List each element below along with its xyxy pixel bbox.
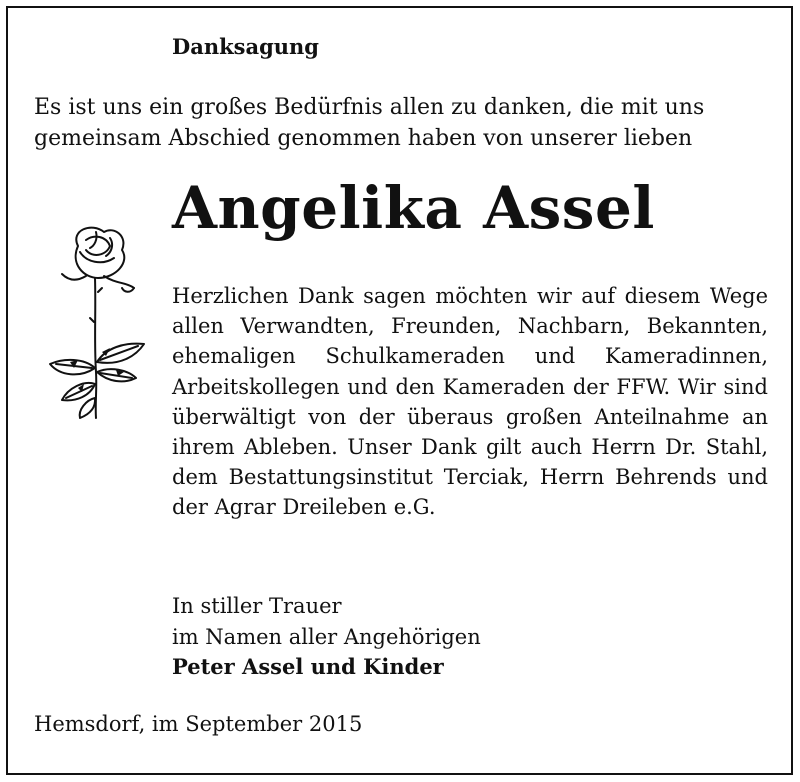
closing-line-2: im Namen aller Angehörigen	[172, 624, 481, 649]
body-text: Herzlichen Dank sagen möchten wir auf diesem Wege allen Verwandten, Freunden, Nachbarn, Bekannten, ehemaligen Schulkameraden und Kameradinnen, Arbeitskollegen und den Kameraden der FFW. Wir sind überwältigt von der überaus großen Anteilnahme an ihrem Ableben. Unser Dank gilt auch Herrn Dr. Stahl, dem Bestattungsinstitut Terciak, Herrn Behrends und der Agrar Dreileben e.G.	[172, 284, 768, 520]
intro-line-2: gemeinsam Abschied genommen haben von unserer lieben	[34, 126, 693, 151]
rose-icon	[40, 222, 155, 420]
intro-line-1: Es ist uns ein großes Bedürfnis allen zu danken, die mit uns	[34, 95, 705, 120]
deceased-name: Angelika Assel	[172, 174, 655, 242]
intro-text	[34, 92, 774, 154]
closing-block	[172, 591, 481, 683]
closing-line-1: In stiller Trauer	[172, 594, 342, 618]
signers: Peter Assel und Kinder	[172, 654, 444, 679]
place-date: Hemsdorf, im September 2015	[34, 712, 363, 736]
notice-heading: Danksagung	[172, 34, 319, 59]
